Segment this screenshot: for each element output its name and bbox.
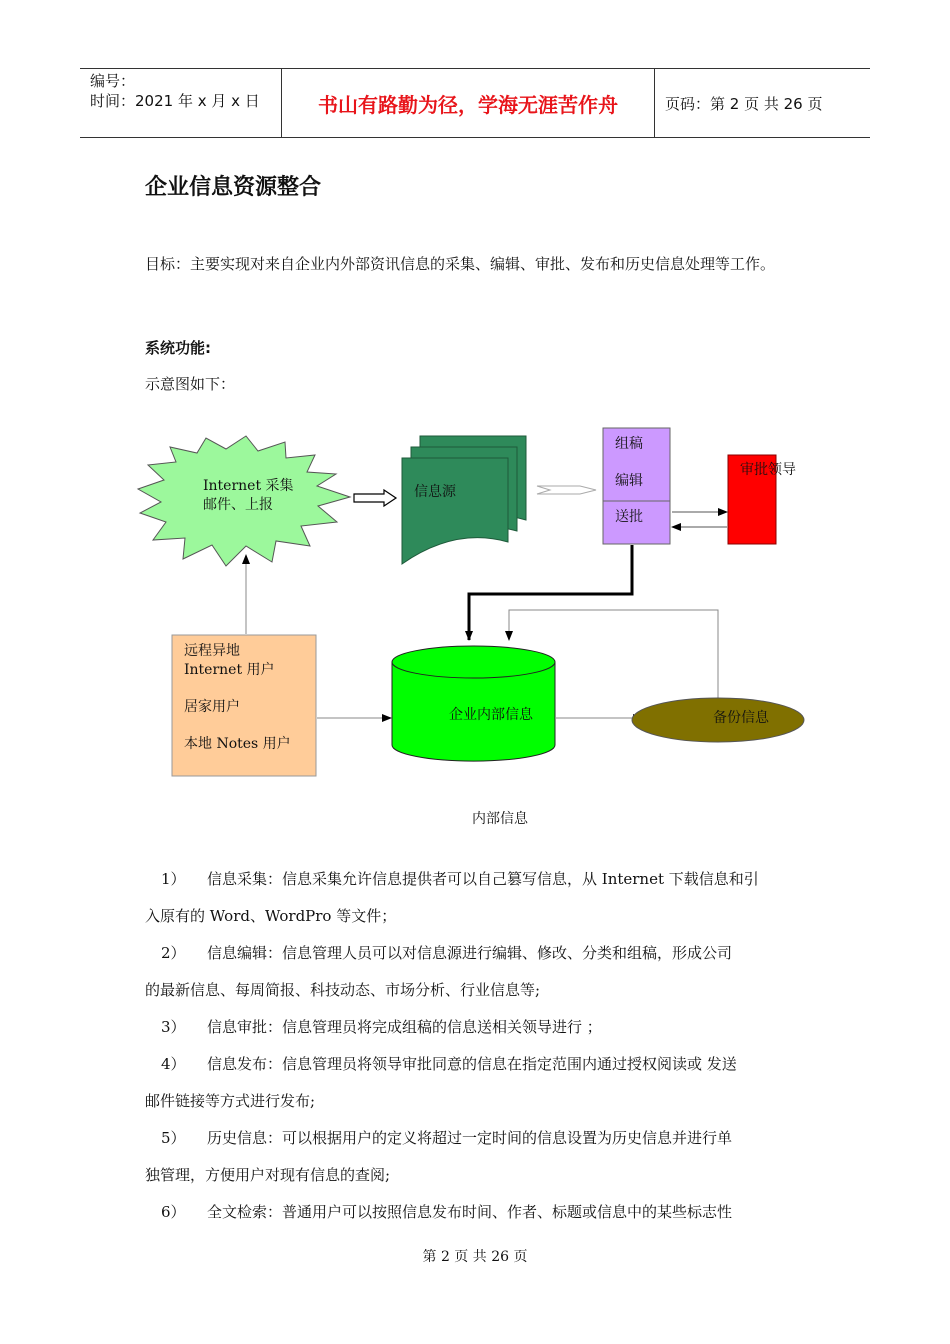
- item-number: 4）: [161, 1055, 186, 1073]
- number-label: 编号：: [90, 72, 136, 90]
- backup-label: 备份信息: [713, 710, 769, 726]
- list-item-cont: [145, 1157, 810, 1194]
- list-item: [145, 1194, 810, 1231]
- list-item-cont: [145, 972, 810, 1009]
- item-number: 5）: [161, 1129, 186, 1147]
- header-page-info: 页码：第 2 页 共 26 页: [665, 95, 823, 113]
- item-text: 历史信息：可以根据用户的定义将超过一定时间的信息设置为历史信息并进行单: [207, 1129, 733, 1147]
- list-item-cont: [145, 1083, 810, 1120]
- list-item: [145, 861, 810, 898]
- item-text: 信息采集：信息采集允许信息提供者可以自己篡写信息，从 Internet 下载信息和引: [207, 870, 759, 888]
- item-number: 3）: [161, 1018, 186, 1036]
- list-item-cont: [145, 898, 810, 935]
- item-number: 6）: [161, 1203, 186, 1221]
- faint-arrow: [537, 486, 596, 494]
- list-item: [145, 1120, 810, 1157]
- internal-db-cylinder: [392, 646, 555, 761]
- compose-label: 组稿: [615, 436, 643, 452]
- diagram-caption: 内部信息: [472, 811, 528, 827]
- info-source-label: 信息源: [414, 484, 456, 500]
- internet-label-2: 邮件、上报: [203, 497, 273, 513]
- item-text: 全文检索：普通用户可以按照信息发布时间、作者、标题或信息中的某些标志性: [207, 1203, 733, 1221]
- item-number: 2）: [161, 944, 186, 962]
- item-text: 独管理，方便用户对现有信息的查阅;: [145, 1166, 391, 1184]
- internal-db-label: 企业内部信息: [449, 707, 533, 723]
- list-item: [145, 1009, 810, 1046]
- hollow-arrow: [354, 490, 396, 506]
- users-label-2: Internet 用户: [184, 662, 275, 678]
- users-label-1: 远程异地: [184, 643, 240, 659]
- submit-label: 送批: [615, 509, 643, 525]
- users-label-3: 居家用户: [184, 699, 240, 715]
- item-text: 信息发布：信息管理员将领导审批同意的信息在指定范围内通过授权阅读或 发送: [207, 1055, 737, 1073]
- page-footer: 第 2 页 共 26 页: [422, 1249, 528, 1265]
- date-label: 时间：2021 年 x 月 x 日: [90, 92, 260, 110]
- edit-label: 编辑: [615, 473, 643, 489]
- feature-list: [145, 861, 810, 1231]
- item-text: 邮件链接等方式进行发布;: [145, 1092, 316, 1110]
- item-text: 的最新信息、每周简报、科技动态、市场分析、行业信息等;: [145, 981, 541, 999]
- item-number: 1）: [161, 870, 186, 888]
- item-text: 入原有的 Word、WordPro 等文件；: [145, 907, 397, 925]
- item-text: 信息编辑：信息管理人员可以对信息源进行编辑、修改、分类和组稿，形成公司: [207, 944, 733, 962]
- approver-label: 审批领导: [740, 462, 796, 478]
- page-title: 企业信息资源整合: [145, 175, 322, 200]
- users-label-4: 本地 Notes 用户: [184, 736, 291, 752]
- goal-paragraph: 目标：主要实现对来自企业内外部资讯信息的采集、编辑、审批、发布和历史信息处理等工作。: [145, 255, 776, 273]
- item-text: 信息审批：信息管理员将完成组稿的信息送相关领导进行 ；: [207, 1018, 602, 1036]
- diagram-intro: 示意图如下：: [145, 375, 236, 393]
- internet-label-1: Internet 采集: [203, 478, 294, 494]
- features-heading: 系统功能:: [145, 339, 211, 357]
- list-item: [145, 1046, 810, 1083]
- compose-to-db-line: [469, 545, 632, 640]
- list-item: [145, 935, 810, 972]
- header-motto: 书山有路勤为径，学海无涯苦作舟: [318, 93, 618, 117]
